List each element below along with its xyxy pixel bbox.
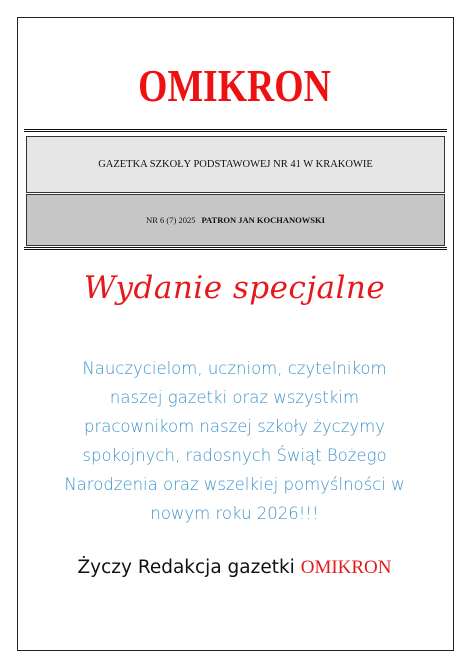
wishes-line: spokojnych, radosnych Świąt Bożego: [82, 446, 387, 465]
masthead-title: OMIKRON: [138, 60, 331, 111]
wishes-line: Narodzenia oraz wszelkiej pomyślności w: [64, 475, 405, 494]
signature: [0, 557, 469, 579]
signature-text: Życzy Redakcja gazetki: [77, 557, 295, 578]
special-edition-heading: Wydanie specjalne: [83, 270, 386, 306]
header-box: [24, 129, 447, 250]
school-band: [26, 136, 445, 193]
patron-line: PATRON JAN KOCHANOWSKI: [201, 215, 325, 225]
school-line: GAZETKA SZKOŁY PODSTAWOWEJ NR 41 W KRAKOWIE: [98, 159, 373, 170]
signature-brand: OMIKRON: [300, 557, 392, 578]
issue-band: [26, 194, 445, 246]
wishes-line: nowym roku 2026!!!: [150, 504, 319, 523]
wishes-line: Nauczycielom, uczniom, czytelnikom: [82, 359, 387, 378]
wishes-line: naszej gazetki oraz wszystkim: [109, 388, 360, 407]
wishes-paragraph: [52, 354, 417, 528]
issue-number: NR 6 (7) 2025: [146, 215, 196, 225]
wishes-line: pracownikom naszej szkoły życzymy: [83, 417, 386, 436]
